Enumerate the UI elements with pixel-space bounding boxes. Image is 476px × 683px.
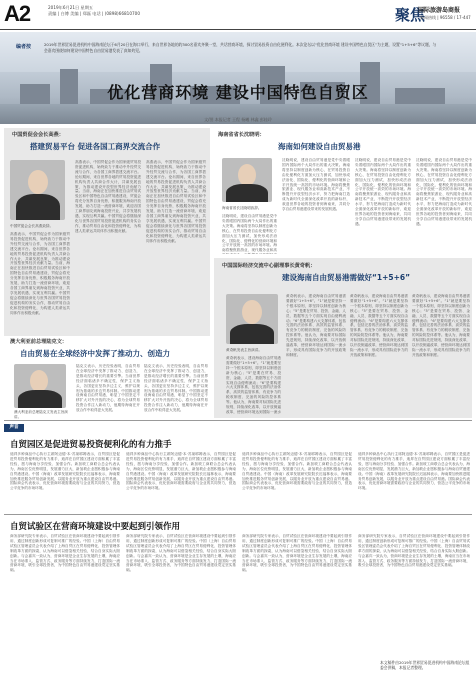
suit (226, 184, 268, 202)
editor-note-label: 编者按 (16, 44, 32, 50)
article-body: 沈晓明说，建设自由贸易港是党中央着眼国内国际两个大局作出的重大决策。海南将坚持以制度创新为核心，在贸易投资自由化便利化方面加大压力测试，加快形成法治化、国际化、便利化的营商环境和公平开放统一高效的市场环境。海南将聚焦旅游业、现代服务业和高新技术产业，不断提升开放型经济水平，努力把海南打造成为新时代全面深化改革开放的新标杆，欢迎世界各地的投资者到海南来，共同分享自由贸易港建设带来的发展机遇。 (282, 158, 350, 212)
suit (16, 194, 60, 220)
article-body: 沈晓明说，建设自由贸易港是党中央着眼国内国际两个大局作出的重大决策。海南将坚持以制度创新为核心，在贸易投资自由化便利化方面加大压力测试，加快形成法治化、国际化、便利化的营商环境和公平开放统一高效的市场环境。海南将聚焦旅游业、现代服务业和高新技术产业，不断提升开放型经济水平，努力把海南打造成为新时代全面深化改革开放的新标杆，欢迎世界各地的投资者到海南来，共同分享自由贸易港建设带来的发展机遇。 (416, 158, 472, 226)
face (30, 370, 48, 392)
suit (18, 390, 62, 408)
article-kicker: 海南省省长沈晓明： (218, 132, 265, 138)
article-title: 搭建贸易平台 促进各国工商界交流合作 (30, 142, 161, 151)
voice-body: 迪拜多种商品中心执行主席阿迈德·本·苏莱耶姆表示，自贸园区是促进贸易投资便利化的有力推手，迪拜在自贸园区建设方面积累了丰富经验，愿与海南分享经验、加强合作。新加坡工商联合总会代表认为，海南区位优势明显，发展潜力巨大，新加坡企业愿积极参与海南自贸港建设。中国（海南）改革发展研究院院长迟福林表示，海南要加快推进服务贸易创新发展，以服务业开放为重点建设自由贸易港。国际商会代表表示，优化营商环境需要政府与企业的共同努力，营造公平竞争的市场环境。 (10, 452, 120, 491)
photo-caption: 海南省省长沈晓明致辞。 (222, 206, 262, 210)
voice-body: 商务部研究院专家表示，自贸试验区在营商环境建设中要起到引领作用，通过制度创新形成可复制可推广的经验。中国（上海）自由贸易试验区管理委员会代表介绍了上海自贸区在贸易便利化、投资管理体制改革方面的探索，认为海南可以借鉴相关经验，结合自身实际大胆创新。与会嘉宾一致认为，营商环境是企业生存发展的土壤，海南应当在市场准入、监管方式、政务服务等方面持续发力，打造国际一流营商环境，吸引全球投资者，为中国特色自由贸易港建设奠定坚实基础。 (126, 534, 236, 573)
section-divider (4, 420, 472, 421)
article-body: 黄奇帆表示，建设海南自由贸易港需要做好“1+5+6”。“1”就是要坚持一个根本原则，即坚持以制度创新为核心；“5”是要在贸易、投资、金融、人员、数据等五个方面实现自由便利流动；“6”是要构建六大支撑体系，包括完善的法治体系、高效的监管体系、有竞争力的税收制度、完备的风险防控体系等。他认为，海南要对标国际先进规则，持续深化改革，以开放倒逼改革，使营商环境达到国际一流水平，形成具有国际竞争力的开放政策和制度。 (286, 294, 346, 357)
section-title: 聚焦 (395, 6, 426, 24)
article-body: 高燕表示，中国贸促会作为国家级贸易投资促进机构，始终致力于推动中外经贸交流与合作，为各国工商界搭建交流平台。论坛期间，来自世界各地的贸易投资促进机构负责人共商合作大计，共谋发展良策，为推动建设开放型世界经济贡献力量。当前，海南正在加快推进自由贸易试验区和中国特色自由贸易港建设，贸促会将充分发挥自身优势，积极服务海南开放发展，助力打造一流营商环境，欢迎各国工商界朋友到海南投资兴业，共享发展机遇，实现互利共赢。中国贸促会将继续深化与世界各国贸易投资促进机构的务实合作，推动贸易自由化和投资便利化，为构建人类命运共同体作出积极贡献。 (10, 232, 70, 315)
voice-article-2 (10, 520, 470, 532)
voice-title: 自贸园区是促进贸易投资便利化的有力推手 (10, 440, 172, 450)
voice-body: 迪拜多种商品中心执行主席阿迈德·本·苏莱耶姆表示，自贸园区是促进贸易投资便利化的有力推手，迪拜在自贸园区建设方面积累了丰富经验，愿与海南分享经验、加强合作。新加坡工商联合总会代表认为，海南区位优势明显，发展潜力巨大，新加坡企业愿积极参与海南自贸港建设。中国（海南）改革发展研究院院长迟福林表示，海南要加快推进服务贸易创新发展，以服务业开放为重点建设自由贸易港。国际商会代表表示，优化营商环境需要政府与企业的共同努力，营造公平竞争的市场环境。 (358, 452, 470, 491)
section-divider (4, 514, 472, 515)
article-title: 自由贸易在全球经济中发挥了推动力、创造力 (20, 349, 170, 358)
photo-caption: 澳大利亚前总理陆克文发表主旨演讲。 (14, 410, 68, 419)
article-body: 黄奇帆表示，建设海南自由贸易港需要做好“1+5+6”。“1”就是要坚持一个根本原则，即坚持以制度创新为核心；“5”是要在贸易、投资、金融、人员、数据等五个方面实现自由便利流动；“6”是要构建六大支撑体系，包括完善的法治体系、高效的监管体系、有竞争力的税收制度、完备的风险防控体系等。他认为，海南要对标国际先进规则，持续深化改革，以开放倒逼改革，使营商环境达到国际一流水平，形成具有国际竞争力的开放政策和制度。 (412, 294, 470, 357)
article-huang-qifan (222, 262, 472, 283)
article-kicker: 中国国际经济交流中心副理事长黄奇帆： (222, 263, 316, 269)
news-hotline: 新闻热线 | 96558 / 17-447 (420, 15, 471, 20)
voice-body: 商务部研究院专家表示，自贸试验区在营商环境建设中要起到引领作用，通过制度创新形成可复制可推广的经验。中国（上海）自由贸易试验区管理委员会代表介绍了上海自贸区在贸易便利化、投资管理体制改革方面的探索，认为海南可以借鉴相关经验，结合自身实际大胆创新。与会嘉宾一致认为，营商环境是企业生存发展的土壤，海南应当在市场准入、监管方式、政务服务等方面持续发力，打造国际一流营商环境，吸引全球投资者，为中国特色自由贸易港建设奠定坚实基础。 (358, 534, 470, 568)
voice-title: 自贸试验区在营商环境建设中要起到引领作用 (10, 522, 181, 532)
hero-banner (0, 32, 476, 124)
article-gao-yan (12, 131, 212, 152)
voice-body: 商务部研究院专家表示，自贸试验区在营商环境建设中要起到引领作用，通过制度创新形成可复制可推广的经验。中国（上海）自由贸易试验区管理委员会代表介绍了上海自贸区在贸易便利化、投资管理体制改革方面的探索，认为海南可以借鉴相关经验，结合自身实际大胆创新。与会嘉宾一致认为，营商环境是企业生存发展的土壤，海南应当在市场准入、监管方式、政务服务等方面持续发力，打造国际一流营商环境，吸引全球投资者，为中国特色自由贸易港建设奠定坚实基础。 (10, 534, 120, 573)
editor-credits: 责编 | 白傅 美编 | 郑磊 电话 | (0898)66810700 (48, 11, 140, 16)
paper-name: 国际旅游岛商报 (418, 7, 461, 14)
portrait-photo-kevin-rudd (14, 364, 66, 408)
article-body: 黄奇帆表示，建设海南自由贸易港需要做好“1+5+6”。“1”就是要坚持一个根本原则，即坚持以制度创新为核心；“5”是要在贸易、投资、金融、人员、数据等五个方面实现自由便利流动；“6”是要构建六大支撑体系，包括完善的法治体系、高效的监管体系、有竞争力的税收制度、完备的风险防控体系等。他认为，海南要对标国际先进规则，持续深化改革，以开放倒逼改革，使营商环境达到国际一流水平，形成具有国际竞争力的开放政策和制度。 (350, 294, 408, 357)
masthead (0, 0, 476, 30)
byline: 文/图 本报记者 王程 杨曦 林鑫 彭桂玲 (204, 117, 272, 122)
voice-body: 商务部研究院专家表示，自贸试验区在营商环境建设中要起到引领作用，通过制度创新形成可复制可推广的经验。中国（上海）自由贸易试验区管理委员会代表介绍了上海自贸区在贸易便利化、投资管理体制改革方面的探索，认为海南可以借鉴相关经验，结合自身实际大胆创新。与会嘉宾一致认为，营商环境是企业生存发展的土壤，海南应当在市场准入、监管方式、政务服务等方面持续发力，打造国际一流营商环境，吸引全球投资者，为中国特色自由贸易港建设奠定坚实基础。 (242, 534, 352, 573)
article-kevin-rudd (10, 338, 210, 359)
portrait-photo-gao-yan (10, 160, 65, 220)
article-title: 建设海南自由贸易港需做好“1+5+6” (282, 273, 411, 282)
voices-section-tag: 声音 (4, 424, 24, 432)
article-title: 海南如何建设自由贸易港 (278, 142, 361, 151)
article-kicker: 澳大利亚前总理陆克文： (10, 339, 68, 345)
photo-caption: 黄奇帆发表主旨演讲。 (226, 348, 262, 352)
portrait-photo-shen-xiaoming (222, 158, 272, 202)
page-headline: 优化营商环境 建设中国特色自贸区 (107, 83, 369, 102)
issue-date: 2019年6月21日 星期五 (48, 5, 94, 10)
voice-article-1 (10, 438, 470, 450)
article-body: 陆克文表示，历史经验表明，自由贸易在全球经济中发挥了推动力、创造力，是推动经济增长的重要引擎。当前世界经济面临诸多不确定性，保护主义抬头，各国更应坚持多边主义，维护以规则为基础的多边贸易体制。中国推动建设海南自由贸易港，彰显了中国坚定不移扩大对外开放的决心，将为全球贸易投资合作注入新动力，他期待海南在开放合作中取得更大发展。 (144, 364, 208, 413)
page-number: A2 (4, 1, 31, 26)
article-body: 陆克文表示，历史经验表明，自由贸易在全球经济中发挥了推动力、创造力，是推动经济增长的重要引擎。当前世界经济面临诸多不确定性，保护主义抬头，各国更应坚持多边主义，维护以规则为基础的多边贸易体制。中国推动建设海南自由贸易港，彰显了中国坚定不移扩大对外开放的决心，将为全球贸易投资合作注入新动力，他期待海南在开放合作中取得更大发展。 (76, 364, 140, 413)
suit (230, 324, 274, 344)
article-kicker: 中国贸促会会长高燕： (12, 132, 64, 138)
article-body: 高燕表示，中国贸促会作为国家级贸易投资促进机构，始终致力于推动中外经贸交流与合作，为各国工商界搭建交流平台。论坛期间，来自世界各地的贸易投资促进机构负责人共商合作大计，共谋发展良策，为推动建设开放型世界经济贡献力量。当前，海南正在加快推进自由贸易试验区和中国特色自由贸易港建设，贸促会将充分发挥自身优势，积极服务海南开放发展，助力打造一流营商环境，欢迎各国工商界朋友到海南投资兴业，共享发展机遇，实现互利共赢。中国贸促会将继续深化与世界各国贸易投资促进机构的务实合作，推动贸易自由化和投资便利化，为构建人类命运共同体作出积极贡献。 (75, 160, 141, 233)
source-credit: 本文稿件由2019年世界贸易促进机构中国海南论坛组委会供稿，本报记者整理。 (380, 660, 470, 671)
masthead-info (48, 5, 140, 17)
voice-body: 迪拜多种商品中心执行主席阿迈德·本·苏莱耶姆表示，自贸园区是促进贸易投资便利化的有力推手，迪拜在自贸园区建设方面积累了丰富经验，愿与海南分享经验、加强合作。新加坡工商联合总会代表认为，海南区位优势明显，发展潜力巨大，新加坡企业愿积极参与海南自贸港建设。中国（海南）改革发展研究院院长迟福林表示，海南要加快推进服务贸易创新发展，以服务业开放为重点建设自由贸易港。国际商会代表表示，优化营商环境需要政府与企业的共同努力，营造公平竞争的市场环境。 (242, 452, 352, 491)
article-shen-xiaoming (218, 131, 468, 152)
face (28, 170, 48, 194)
article-body: 沈晓明说，建设自由贸易港是党中央着眼国内国际两个大局作出的重大决策。海南将坚持以制度创新为核心，在贸易投资自由化便利化方面加大压力测试，加快形成法治化、国际化、便利化的营商环境和公平开放统一高效的市场环境。海南将聚焦旅游业、现代服务业和高新技术产业，不断提升开放型经济水平，努力把海南打造成为新时代全面深化改革开放的新标杆，欢迎世界各地的投资者到海南来，共同分享自由贸易港建设带来的发展机遇。 (355, 158, 411, 226)
article-body: 高燕表示，中国贸促会作为国家级贸易投资促进机构，始终致力于推动中外经贸交流与合作，为各国工商界搭建交流平台。论坛期间，来自世界各地的贸易投资促进机构负责人共商合作大计，共谋发展良策，为推动建设开放型世界经济贡献力量。当前，海南正在加快推进自由贸易试验区和中国特色自由贸易港建设，贸促会将充分发挥自身优势，积极服务海南开放发展，助力打造一流营商环境，欢迎各国工商界朋友到海南投资兴业，共享发展机遇，实现互利共赢。中国贸促会将继续深化与世界各国贸易投资促进机构的务实合作，推动贸易自由化和投资便利化，为构建人类命运共同体作出积极贡献。 (146, 160, 206, 243)
editor-note-text: 2019年世界贸易促进机构中国海南论坛于6月20日在海口举行，来自世界各地的约300名嘉宾齐聚一堂，共话营商环境，探讨贸易投资自由化便利化。本次论坛以“优化营商环境 建设中国特色自贸区”为主题，设置“1+5+6”等议题，与会嘉宾围绕如何建设中国特色自由贸易港发表了真知灼见。 (44, 42, 437, 53)
article-body: 沈晓明说，建设自由贸易港是党中央着眼国内国际两个大局作出的重大决策。海南将坚持以制度创新为核心，在贸易投资自由化便利化方面加大压力测试，加快形成法治化、国际化、便利化的营商环境和公平开放统一高效的市场环境。海南将聚焦旅游业、现代服务业和高 (222, 214, 277, 253)
voice-body: 迪拜多种商品中心执行主席阿迈德·本·苏莱耶姆表示，自贸园区是促进贸易投资便利化的有力推手，迪拜在自贸园区建设方面积累了丰富经验，愿与海南分享经验、加强合作。新加坡工商联合总会代表认为，海南区位优势明显，发展潜力巨大，新加坡企业愿积极参与海南自贸港建设。中国（海南）改革发展研究院院长迟福林表示，海南要加快推进服务贸易创新发展，以服务业开放为重点建设自由贸易港。国际商会代表表示，优化营商环境需要政府与企业的共同努力，营造公平竞争的市场环境。 (126, 452, 236, 491)
article-body: 黄奇帆表示，建设海南自由贸易港需要做好“1+5+6”。“1”就是要坚持一个根本原则，即坚持以制度创新为核心；“5”是要在贸易、投资、金融、人员、数据等五个方面实现自由便利流动；“6”是要构建六大支撑体系，包括完善的法治体系、高效的监管体系、有竞争力的税收制度、完备的风险防控体系等。他认为，海南要对标国际先进规则，持续深化改革，以开放倒逼改革，使营商环境达到国际一流水 (226, 356, 281, 414)
face (238, 164, 256, 186)
portrait-photo-huang-qifan (226, 294, 278, 344)
face (242, 300, 262, 324)
photo-caption: 中国贸促会会长高燕致辞。 (10, 224, 54, 228)
